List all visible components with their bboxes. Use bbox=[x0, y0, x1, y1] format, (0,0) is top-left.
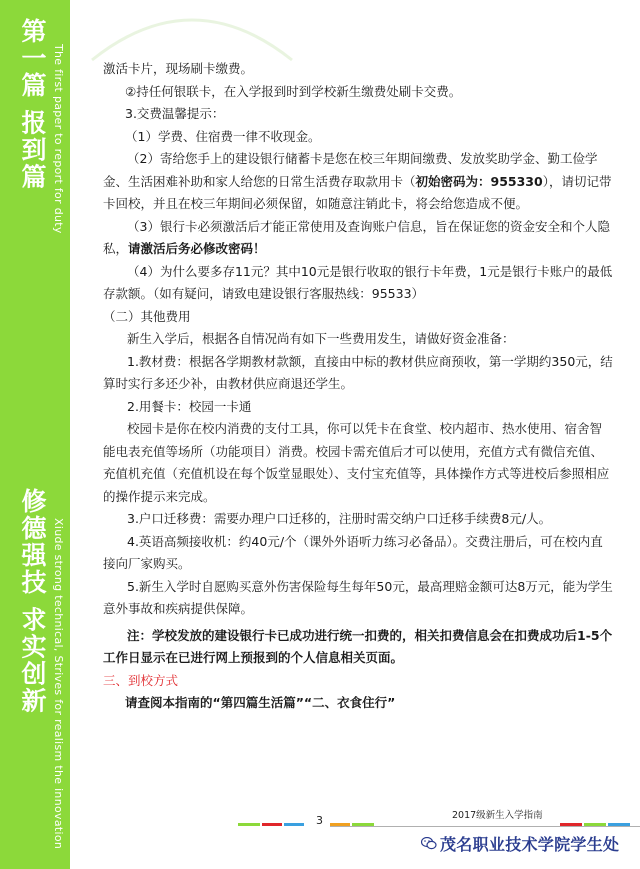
sidebar-divider bbox=[70, 0, 74, 869]
list-item: 1.教材费：根据各学期教材款额，直接由中标的教材供应商预收，第一学期约350元，结算时实行多还少补，由教材供应商退还学生。 bbox=[103, 353, 613, 391]
tip-item bbox=[103, 216, 613, 261]
tip-bold-text: 请激活后务必修改密码！ bbox=[128, 241, 266, 256]
body-line: ②持任何银联卡，在入学报到时到学校新生缴费处刷卡交费。 bbox=[125, 83, 462, 99]
tip-bold-text: 初始密码为：955330 bbox=[415, 173, 543, 189]
sidebar-title-bottom: 修德强技 求实创新 bbox=[18, 488, 47, 715]
list-item: 4.英语高频接收机：约40元/个（课外外语听力练习必备品）。交费注册后，可在校内直接向厂家购买。 bbox=[103, 533, 603, 571]
section-text: 请查阅本指南的“第四篇生活篇”“二、衣食住行” bbox=[125, 695, 396, 710]
page-content bbox=[103, 58, 613, 715]
section-heading: （二）其他费用 bbox=[103, 308, 191, 324]
list-item: 2.用餐卡：校园一卡通 bbox=[127, 398, 252, 414]
tip-text: ），请切记带卡回校，并且在校三年期间必须保留，如随意注销此卡，将会给您造成不便。 bbox=[103, 173, 612, 211]
section-heading-red: 三、到校方式 bbox=[103, 672, 179, 688]
footer-school-name: 茂名职业技术学院学生处 bbox=[440, 835, 620, 854]
list-item-detail: 校园卡是你在校内消费的支付工具，你可以凭卡在食堂、校内超市、热水使用、宿舍智能电表充值等场所（功能项目）消费。校园卡需充值后才可以使用，充值方式有微信充值、充值机充值（充值机设在每个饭堂显眼处）、支付宝充值等，具体操作方式等进校后参照相应的操作提示来完成。 bbox=[103, 421, 610, 504]
footer-color-bar bbox=[262, 823, 282, 826]
left-sidebar bbox=[0, 0, 74, 869]
note-text: 注：学校发放的建设银行卡已成功进行统一扣费的，相关扣费信息会在扣费成功后1-5个工作日显示在已进行网上预报到的个人信息相关页面。 bbox=[103, 627, 613, 665]
wechat-icon bbox=[421, 837, 437, 850]
tip-item bbox=[103, 148, 613, 216]
footer-color-bar bbox=[238, 823, 260, 826]
guide-title: 2017级新生入学指南 bbox=[452, 810, 543, 821]
tip-item: （4）为什么要多存11元？其中10元是银行收取的银行卡年费，1元是银行卡账户的最低存款额。（如有疑问，请致电建设银行客服热线：95533） bbox=[103, 263, 613, 301]
body-line: 新生入学后，根据各自情况尚有如下一些费用发生，请做好资金准备： bbox=[127, 331, 515, 346]
sidebar-title-top: 第一篇 报到篇 bbox=[18, 18, 47, 191]
list-item: 5.新生入学时自愿购买意外伤害保险每生每年50元，最高理赔金额可达8万元，能为学生意外事故和疾病提供保障。 bbox=[103, 578, 613, 616]
tip-item: （1）学费、住宿费一律不收现金。 bbox=[125, 128, 321, 144]
list-item: 3.户口迁移费：需要办理户口迁移的，注册时需交纳户口迁移手续费8元/人。 bbox=[127, 511, 552, 526]
footer-divider bbox=[330, 826, 640, 827]
tip-text: （3）银行卡必须激活后才能正常使用及查询账户信息，旨在保证您的资金安全和个人隐私， bbox=[103, 218, 610, 256]
tips-heading: 3.交费温馨提示： bbox=[125, 106, 225, 121]
page-number: 3 bbox=[316, 814, 323, 827]
footer-color-bar bbox=[284, 823, 304, 826]
body-line: 激活卡片，现场刷卡缴费。 bbox=[103, 61, 254, 76]
sidebar-subtitle-top: The first paper to report for duty bbox=[52, 44, 65, 234]
sidebar-subtitle-bottom: Xiude strong technical, Strives for realism the innovation bbox=[52, 518, 65, 850]
tip-text: （2）寄给您手上的建设银行储蓄卡是您在校三年期间缴费、发放奖助学金、勤工俭学金、生活困难补助和家人给您的日常生活费存取款用卡（ bbox=[103, 151, 598, 189]
